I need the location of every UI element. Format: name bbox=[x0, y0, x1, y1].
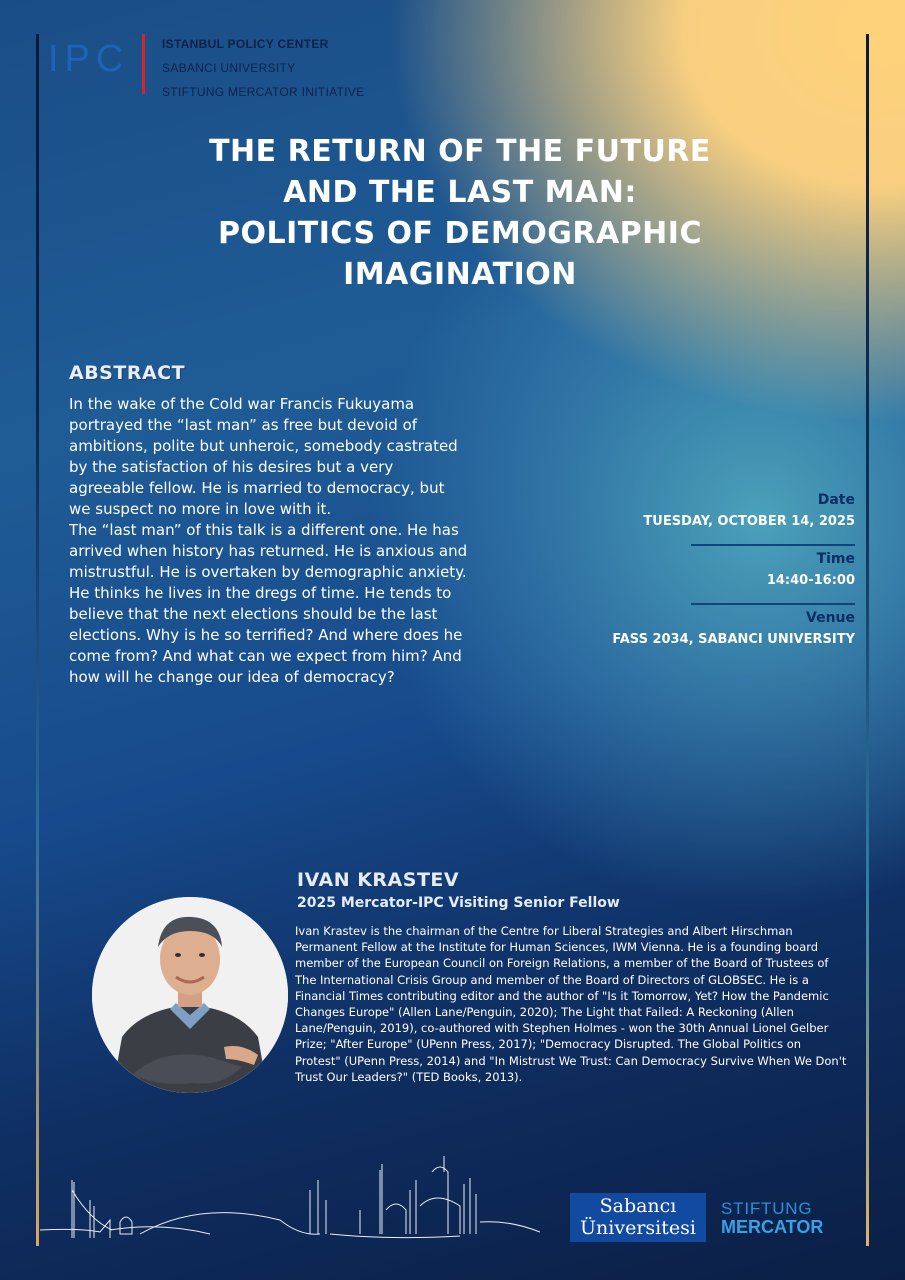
venue-label: Venue bbox=[806, 610, 855, 626]
event-title bbox=[60, 131, 860, 295]
org-lines bbox=[162, 32, 364, 104]
time-divider bbox=[691, 603, 855, 605]
org-line-3: STIFTUNG MERCATOR INITIATIVE bbox=[162, 85, 365, 99]
abstract-body: In the wake of the Cold war Francis Fukuyama portrayed the “last man” as free but devoid of ambitions, polite but unheroic, somebody castrated by the satisfaction of his desires but a very agreeable fellow. He is married to democracy, but we suspect no more in love with it. The “last man” of this talk is a different one. He has arrived when history has returned. He is anxious and mistrustful. He is overtaken by demographic anxiety. He thinks he lives in the dregs of time. He tends to believe that the next elections should be the last elections. Why is he so terrified? And where does he come from? And what can we expect from him? And how will he change our idea of democracy? bbox=[69, 395, 468, 686]
speaker-role: 2025 Mercator-IPC Visiting Senior Fellow bbox=[297, 895, 620, 911]
sabanci-logo-line-2: Üniversitesi bbox=[580, 1217, 696, 1239]
org-name: ISTANBUL POLICY CENTER bbox=[162, 37, 329, 51]
speaker-name: IVAN KRASTEV bbox=[297, 869, 460, 891]
time-block bbox=[475, 551, 855, 588]
stiftung-logo-line-2: MERCATOR bbox=[721, 1217, 824, 1237]
date-block bbox=[475, 492, 855, 529]
speaker-portrait-icon bbox=[92, 897, 288, 1093]
date-value: TUESDAY, OCTOBER 14, 2025 bbox=[643, 514, 855, 529]
speaker-bio: Ivan Krastev is the chairman of the Centre for Liberal Strategies and Albert Hirschman Permanent Fellow at the Institute for Human Sciences, IWM Vienna. He is a founding board member of the European Council on Foreign Relations, a member of the Board of Trustees of The International Crisis Group and member of the Board of Directors of GLOBSEC. He is a Financial Times contributing editor and the author of "Is it Tomorrow, Yet? How the Pandemic Changes Europe" (Allen Lane/Penguin, 2020); The Light that Failed: A Reckoning (Allen Lane/Penguin, 2019), co-authored with Stephen Holmes - won the 30th Annual Lionel Gelber Prize; "After Europe" (UPenn Press, 2017); "Democracy Disrupted. The Global Politics on Protest" (UPenn Press, 2014) and "In Mistrust We Trust: Can Democracy Survive When We Don't Trust Our Leaders?" (TED Books, 2013). bbox=[295, 924, 847, 1084]
venue-value: FASS 2034, SABANCI UNIVERSITY bbox=[612, 632, 855, 647]
sabanci-logo-line-1: Sabancı bbox=[599, 1195, 677, 1217]
org-line-2: SABANCI UNIVERSITY bbox=[162, 61, 296, 75]
date-label: Date bbox=[817, 492, 855, 508]
title-line-2: AND THE LAST MAN: bbox=[283, 175, 637, 210]
sabanci-university-logo bbox=[570, 1193, 706, 1242]
venue-block bbox=[475, 610, 855, 647]
stiftung-logo-line-1: STIFTUNG bbox=[721, 1199, 813, 1218]
stiftung-mercator-logo bbox=[721, 1200, 823, 1236]
date-divider bbox=[691, 544, 855, 546]
time-value: 14:40-16:00 bbox=[766, 573, 855, 588]
right-edge-line bbox=[866, 34, 869, 1246]
istanbul-skyline-icon bbox=[40, 1150, 540, 1245]
title-line-1: THE RETURN OF THE FUTURE bbox=[209, 134, 711, 169]
ipc-logo: IPC bbox=[48, 38, 130, 80]
logo-divider bbox=[142, 34, 145, 94]
title-line-3: POLITICS OF DEMOGRAPHIC bbox=[218, 216, 702, 251]
time-label: Time bbox=[816, 551, 855, 567]
speaker-photo bbox=[92, 897, 288, 1093]
left-edge-line bbox=[36, 34, 39, 1246]
title-line-4: IMAGINATION bbox=[343, 257, 577, 292]
abstract-heading: ABSTRACT bbox=[69, 362, 186, 384]
